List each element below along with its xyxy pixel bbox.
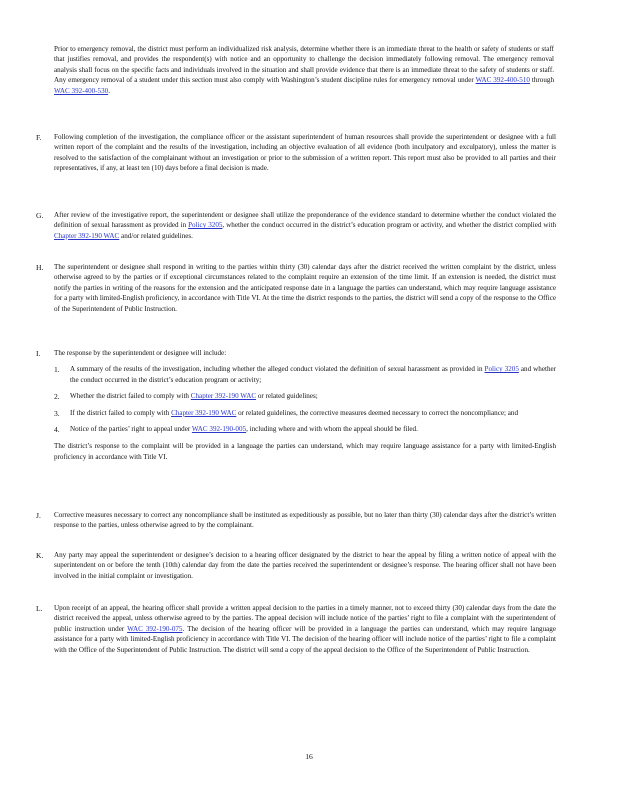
- item-3-part1: If the district failed to comply with: [70, 408, 172, 417]
- section-i-item-2: [54, 391, 556, 401]
- section-i: [36, 348, 556, 462]
- section-k-text: Any party may appeal the superintendent or designee’s decision to a hearing officer designated by the district to hear the appeal by filing a written notice of appeal with the superintendent on or before the tenth (10th) calendar day from the date the parties received the superintendent or designee’s response. The hearing officer shall not have been involved in the initial complaint or investigation.: [54, 551, 556, 580]
- section-f-text: Following completion of the investigation, the compliance officer or the assistant superintendent of human resources shall provide the superintendent or designee with a full written report of the complaint and the results of the investigation, including an objective evaluation of all evidence (both inculpatory and exculpatory), unless the matter is resolved to the satisfaction of the complainant without an investigation or prior to the submission of a written report. This report must also be provided to all parties and their representatives, if any, at least ten (10) days before a final decision is made.: [54, 133, 556, 173]
- intro-paragraph: [54, 44, 554, 96]
- section-g-text: [54, 210, 556, 241]
- section-g-part3: and/or related guidelines.: [119, 231, 193, 240]
- item-4-wac-link[interactable]: WAC 392-190-005: [191, 425, 247, 434]
- item-2-text: [70, 391, 556, 401]
- item-3-text: [70, 408, 556, 418]
- intro-end: .: [108, 86, 110, 95]
- intro-body: Prior to emergency removal, the district must perform an individualized risk analysis, determine whether there is an immediate threat to the health or safety of students or staff that justifies removal, and provides the respondent(s) with notice and an opportunity to challenge the decision immediately following removal. The emergency removal analysis shall focus on the specific facts and individuals involved in the situation and shall provide evidence that there is an immediate threat to the safety of students or staff. Any emergency removal of a student under this section must also comply with Washington’s student discipline rules for emergency removal under: [54, 45, 554, 85]
- section-l-part1: Upon receipt of an appeal, the hearing officer shall provide a written appeal decision to the parties in a timely manner, not to exceed thirty (30) calendar days from the date the district received the appeal, unless otherwise agreed to by the parties. The appeal decision will include notice of the parties’ right to file a complaint with the superintendent of public instruction under: [54, 604, 556, 633]
- section-j-text: Corrective measures necessary to correct any noncompliance shall be instituted as expeditiously as possible, but no later than thirty (30) calendar days after the district’s written response to the parties, unless otherwise agreed to by the complainant.: [54, 511, 556, 530]
- item-2-chapter-link[interactable]: Chapter 392-190 WAC: [190, 392, 257, 401]
- intro-through: through: [529, 76, 554, 85]
- wac-075-link[interactable]: WAC 392-190-075: [127, 624, 183, 633]
- intro-text: [54, 44, 554, 96]
- section-h-text: The superintendent or designee shall respond in writing to the parties within thirty (30) calendar days after the district received the written complaint by the district, unless otherwise agreed to by the parties or if exceptional circumstances related to the complaint require an extension of the time limit. If an extension is needed, the district must notify the parties in writing of the reasons for the extension and the anticipated response date in a language the parties can understand, which may require language assistance for a party with limited-English proficiency, in accordance with Title VI. At the time the district responds to the parties, the district will send a copy of the response to the Office of the Superintendent of Public Instruction.: [54, 263, 556, 313]
- item-1-part1: A summary of the results of the investigation, including whether the alleged conduct violated the definition of sexual harassment as provided in: [70, 365, 485, 374]
- section-g-part2: , whether the conduct occurred in the district’s education program or activity, and whether the district complied with: [222, 221, 556, 230]
- wac-530-link[interactable]: WAC 392-400-530: [54, 86, 109, 95]
- section-l-letter: L.: [36, 604, 43, 613]
- item-2-part2: or related guidelines;: [256, 392, 318, 401]
- section-h-letter: H.: [36, 263, 44, 272]
- item-4-text: [70, 424, 556, 434]
- section-k: [36, 550, 556, 581]
- section-h: [36, 262, 556, 314]
- section-i-after-text: The district’s response to the complaint will be provided in a language the parties can understand, which may require language assistance for a party with limited-English proficiency in accordance with Title VI.: [54, 442, 556, 461]
- section-f-letter: F.: [36, 133, 42, 142]
- item-1-policy-link[interactable]: Policy 3205: [484, 365, 519, 374]
- page-number: 16: [305, 752, 313, 761]
- item-1-number: 1.: [54, 365, 60, 375]
- section-i-lead: The response by the superintendent or designee will include:: [54, 349, 227, 357]
- section-l: [36, 603, 556, 655]
- item-3-number: 3.: [54, 408, 60, 418]
- item-4-part2: , including where and with whom the appeal should be filed.: [246, 425, 418, 434]
- item-1-part2: and whether the conduct occurred in the district’s education program or activity;: [70, 365, 556, 384]
- item-2-number: 2.: [54, 392, 60, 402]
- chapter-392-190-link[interactable]: Chapter 392-190 WAC: [54, 231, 120, 240]
- section-i-item-1: [54, 364, 556, 385]
- section-l-text: [54, 603, 556, 655]
- item-3-part2: or related guidelines, the corrective measures deemed necessary to correct the noncompliance; and: [236, 408, 518, 417]
- section-j: [36, 510, 556, 531]
- section-f: [36, 132, 556, 174]
- section-g: [36, 210, 556, 241]
- item-2-part1: Whether the district failed to comply with: [70, 392, 191, 401]
- item-3-chapter-link[interactable]: Chapter 392-190 WAC: [171, 408, 237, 417]
- section-k-letter: K.: [36, 551, 44, 560]
- wac-510-link[interactable]: WAC 392-400-510: [475, 76, 530, 85]
- section-g-part1: After review of the investigative report, the superintendent or designee shall utilize the preponderance of the evidence standard to determine whether the conduct violated the definition of sexual harassment as provided in: [54, 211, 556, 230]
- section-i-letter: I.: [36, 349, 41, 358]
- section-i-item-3: [54, 408, 556, 418]
- policy-3205-link[interactable]: Policy 3205: [188, 221, 223, 230]
- item-4-number: 4.: [54, 425, 60, 435]
- section-l-part2: . The decision of the hearing officer will be provided in a language the parties can understand, which may require language assistance for a party with limited-English proficiency in accordance with Title VI. The decision of the hearing officer will include notice of the parties’ right to file a complaint with the Office of the Superintendent of Public Instruction. The district will send a copy of the appeal decision to the Office of the Superintendent of Public Instruction.: [54, 624, 556, 654]
- section-i-item-4: [54, 424, 556, 434]
- section-j-letter: J.: [36, 511, 41, 520]
- item-4-part1: Notice of the parties’ right to appeal under: [70, 425, 192, 434]
- section-g-letter: G.: [36, 211, 44, 220]
- item-1-text: [70, 364, 556, 385]
